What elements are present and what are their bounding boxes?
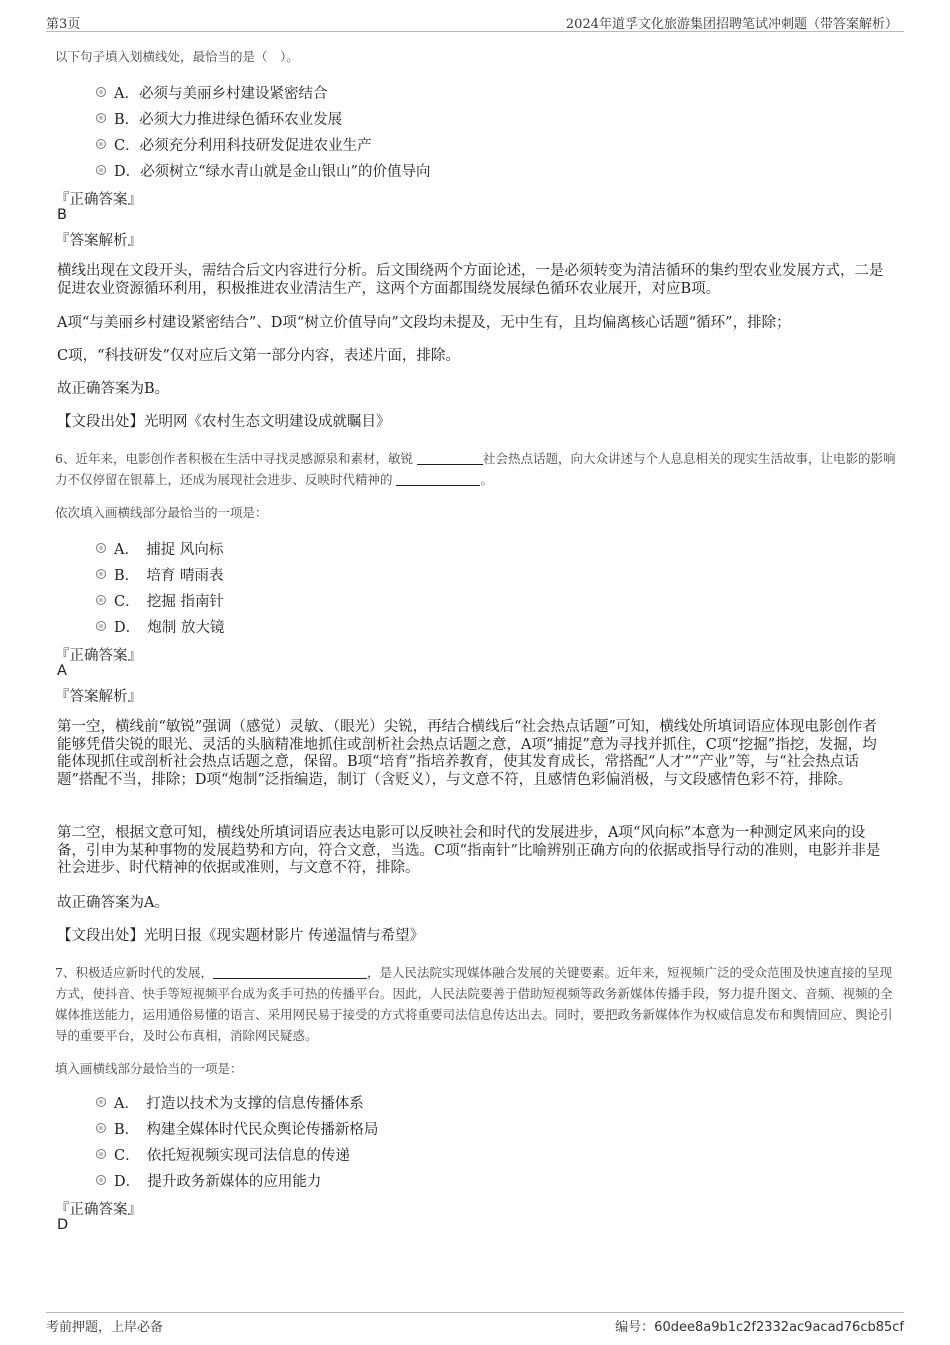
- q7-blank: [213, 965, 367, 979]
- q6-analysis-1: 第一空，横线前“敏锐”强调（感觉）灵敏、（眼光）尖锐，再结合横线后“社会热点话题”可知，横线处所填词语应体现电影创作者能够凭借尖锐的眼光、灵活的头脑精准地抓住或剖析社会热点话题之意，A项“捕捉”意为寻找并抓住，C项“挖掘”指挖，发掘，均能体现抓住或剖析社会热点话题之意，保留。B项“培育”指培养教育，使其发育成长，常搭配“人才”“产业”等，与“社会热点话题”搭配不当，排除；D项“炮制”泛指编造，制订（含贬义），与文意不符，且感情色彩偏消极，与文段感情色彩不符，排除。: [57, 719, 877, 788]
- q6-blank-1: [417, 451, 483, 465]
- q5-analysis-1: 横线出现在文段开头，需结合后文内容进行分析。后文围绕两个方面论述，一是必须转变为清洁循环的集约型农业发展方式，二是促进农业资源循环利用，积极推进农业清洁生产，这两个方面都围绕发展绿色循环农业展开，对应B项。: [57, 263, 884, 297]
- radio-icon[interactable]: [96, 1149, 106, 1159]
- q6-prompt: 依次填入画横线部分最恰当的一项是：: [55, 505, 268, 520]
- document-code: 编号：60dee8a9b1c2f2332ac9acad76cb85cf: [615, 1320, 904, 1335]
- q7-answer: D: [57, 1217, 69, 1233]
- q7-options: A． 打造以技术为支撑的信息传播体系 B． 构建全媒体时代民众舆论传播新格局 C． 依托短视频实现司法信息的传递 D． 提升政务新媒体的应用能力: [96, 1091, 796, 1195]
- page-header: [46, 10, 904, 32]
- q7-answer-label: 『正确答案』: [55, 1202, 142, 1218]
- q6-stem: 6、近年来，电影创作者积极在生活中寻找灵感源泉和素材，敏锐 社会热点话题，向大众讲述与个人息息相关的现实生活故事，让电影的影响力不仅停留在银幕上，还成为展现社会进步、反映时代精神的 。: [55, 451, 896, 487]
- q7-prompt: 填入画横线部分最恰当的一项是：: [55, 1061, 243, 1076]
- q5-analysis-2: A项“与美丽乡村建设紧密结合”、D项“树立价值导向”文段均未提及，无中生有，且均偏离核心话题“循环”，排除；: [57, 315, 791, 331]
- q6-answer-label: 『正确答案』: [55, 648, 142, 664]
- radio-icon[interactable]: [96, 1175, 106, 1185]
- radio-icon[interactable]: [96, 595, 106, 605]
- radio-icon[interactable]: [96, 87, 106, 97]
- q5-answer-label: 『正确答案』: [55, 192, 142, 208]
- page-number: 第3页: [46, 17, 81, 32]
- q5-source: 【文段出处】光明网《农村生态文明建设成就瞩目》: [57, 414, 391, 430]
- q6-analysis-3: 故正确答案为A。: [57, 895, 169, 911]
- radio-icon[interactable]: [96, 569, 106, 579]
- radio-icon[interactable]: [96, 165, 106, 175]
- radio-icon[interactable]: [96, 621, 106, 631]
- q5-answer: B: [57, 207, 67, 223]
- q5-prompt: 以下句子填入划横线处，最恰当的是（ ）。: [55, 49, 299, 64]
- page-footer: [46, 1312, 904, 1336]
- q6-analysis-label: 『答案解析』: [55, 689, 142, 705]
- radio-icon[interactable]: [96, 543, 106, 553]
- q6-source: 【文段出处】光明日报《现实题材影片 传递温情与希望》: [57, 928, 425, 944]
- q7-stem: 7、积极适应新时代的发展， ，是人民法院实现媒体融合发展的关键要素。近年来，短视频广泛的受众范围及快速直接的呈现方式，使抖音、快手等短视频平台成为炙手可热的传播平台。因此，人民法院要善于借助短视频等政务新媒体传播手段，努力提升图文、音频、视频的全媒体推送能力，运用通俗易懂的语言、采用网民易于接受的方式将重要司法信息传达出去。同时，要把政务新媒体作为权威信息发布和舆情回应、舆论引导的重要平台，及时公布真相，消除网民疑惑。: [55, 965, 893, 1043]
- q5-options: A．必须与美丽乡村建设紧密结合 B．必须大力推进绿色循环农业发展 C．必须充分利用科技研发促进农业生产 D．必须树立“绿水青山就是金山银山”的价值导向: [96, 81, 796, 185]
- radio-icon[interactable]: [96, 113, 106, 123]
- radio-icon[interactable]: [96, 1097, 106, 1107]
- q5-analysis-label: 『答案解析』: [55, 233, 142, 249]
- radio-icon[interactable]: [96, 1123, 106, 1133]
- radio-icon[interactable]: [96, 139, 106, 149]
- q6-options: A． 捕捉 风向标 B． 培育 晴雨表 C． 挖掘 指南针 D． 炮制 放大镜: [96, 537, 796, 641]
- q6-analysis-2: 第二空，根据文意可知，横线处所填词语应表达电影可以反映社会和时代的发展进步，A项“风向标”本意为一种测定风来向的设备，引申为某种事物的发展趋势和方向，符合文意，当选。C项“指南针”比喻辨别正确方向的依据或指导行动的准则，电影并非是社会进步、时代精神的依据或准则，与文意不符，排除。: [57, 825, 881, 876]
- q6-blank-2: [396, 472, 480, 486]
- q6-answer: A: [57, 663, 67, 679]
- q5-analysis-3: C项，“科技研发”仅对应后文第一部分内容，表述片面，排除。: [57, 348, 460, 364]
- document-title: 2024年道孚文化旅游集团招聘笔试冲刺题（带答案解析）: [565, 17, 898, 32]
- footer-slogan: 考前押题，上岸必备: [46, 1320, 164, 1335]
- q5-analysis-4: 故正确答案为B。: [57, 381, 170, 397]
